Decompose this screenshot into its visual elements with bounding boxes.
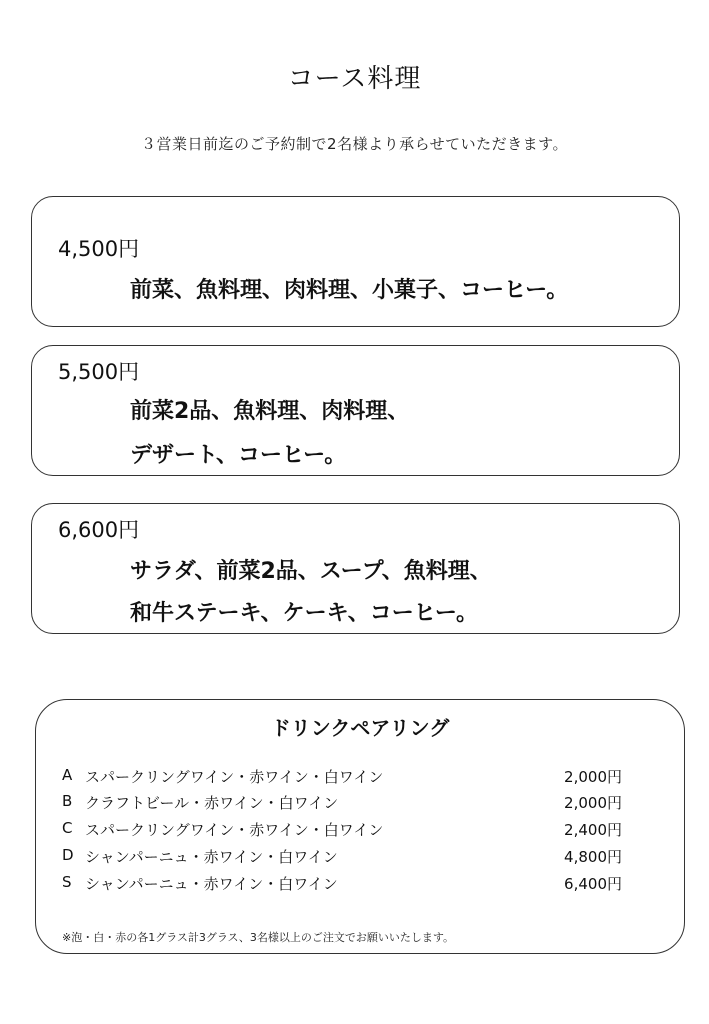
course-price: 6,600円 (58, 518, 140, 542)
drink-row-b (62, 792, 622, 818)
drink-name: シャンパーニュ・赤ワイン・白ワイン (85, 875, 338, 893)
drink-pairing-card (35, 699, 685, 954)
course-price: 4,500円 (58, 237, 140, 261)
drink-row-d (62, 846, 622, 872)
course-menu-line: サラダ、前菜2品、スープ、魚料理、 (130, 559, 492, 584)
drink-code: B (62, 792, 73, 810)
drink-price: 4,800円 (564, 848, 622, 866)
course-price: 5,500円 (58, 360, 140, 384)
drink-pairing-title: ドリンクペアリング (270, 716, 450, 740)
drink-name: スパークリングワイン・赤ワイン・白ワイン (85, 768, 384, 786)
drink-name: クラフトビール・赤ワイン・白ワイン (85, 794, 339, 812)
drink-row-s (62, 873, 622, 899)
course-card-4500 (31, 196, 680, 327)
drink-code: S (62, 873, 72, 891)
course-card-5500 (31, 345, 680, 476)
drink-price: 6,400円 (564, 875, 622, 893)
drink-code: C (62, 819, 73, 837)
drink-price: 2,000円 (564, 768, 622, 786)
course-menu-line: デザート、コーヒー。 (130, 443, 347, 468)
drink-code: A (62, 766, 73, 784)
drink-row-a (62, 766, 622, 792)
page-title: コース料理 (287, 64, 422, 94)
drink-name: スパークリングワイン・赤ワイン・白ワイン (85, 821, 384, 839)
course-card-6600 (31, 503, 680, 634)
course-menu-line: 前菜2品、魚料理、肉料理、 (130, 399, 410, 424)
reservation-note: ３営業日前迄のご予約制で2名様より承らせていただきます。 (141, 135, 568, 153)
course-menu-line: 和牛ステーキ、ケーキ、コーヒー。 (130, 601, 479, 626)
course-menu-line: 前菜、魚料理、肉料理、小菓子、コーヒー。 (130, 278, 569, 303)
drink-price: 2,000円 (564, 794, 622, 812)
drink-code: D (62, 846, 74, 864)
drink-pairing-note: ※泡・白・赤の各1グラス計3グラス、3名様以上のご注文でお願いいたします。 (62, 931, 454, 944)
drink-row-c (62, 819, 622, 845)
drink-name: シャンパーニュ・赤ワイン・白ワイン (85, 848, 338, 866)
drink-price: 2,400円 (564, 821, 622, 839)
